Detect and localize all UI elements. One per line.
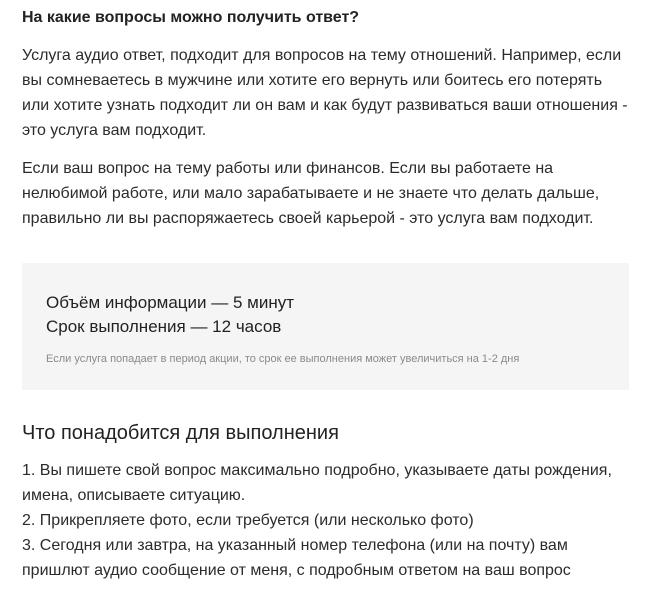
faq-title: На какие вопросы можно получить ответ? [22,9,360,26]
step-item: 3. Сегодня или завтра, на указанный номер телефона (или на почту) вам пришлют аудио сообщение от меня, с подробным ответом на ваш вопрос [22,537,571,579]
service-description [22,0,630,583]
step-item: 2. Прикрепляете фото, если требуется (или несколько фото) [22,512,474,529]
work-paragraph: Если ваш вопрос на тему работы или финансов. Если вы работаете на нелюбимой работе, или мало зарабатываете и не знаете что делать дальше, правильно ли вы распоряжаетесь своей карьерой - это услуга вам подходит. [22,160,600,227]
relationships-paragraph: Услуга аудио ответ, подходит для вопросов на тему отношений. Например, если вы сомневаетесь в мужчине или хотите его вернуть или боитесь его потерять или хотите узнать подходит ли он вам и как будут развиваться ваши отношения - это услуга вам подходит. [22,47,628,139]
step-item: 1. Вы пишете свой вопрос максимально подробно, указываете даты рождения, имена, описываете ситуацию. [22,462,612,504]
info-volume: Объём информации — 5 минут [46,293,295,312]
service-info-box [22,263,629,390]
info-deadline: Срок выполнения — 12 часов [46,317,282,336]
requirements-steps [22,458,630,583]
info-promo-note: Если услуга попадает в период акции, то срок ее выполнения может увеличиться на 1-2 дня [46,353,520,365]
requirements-title: Что понадобится для выполнения [22,422,339,444]
